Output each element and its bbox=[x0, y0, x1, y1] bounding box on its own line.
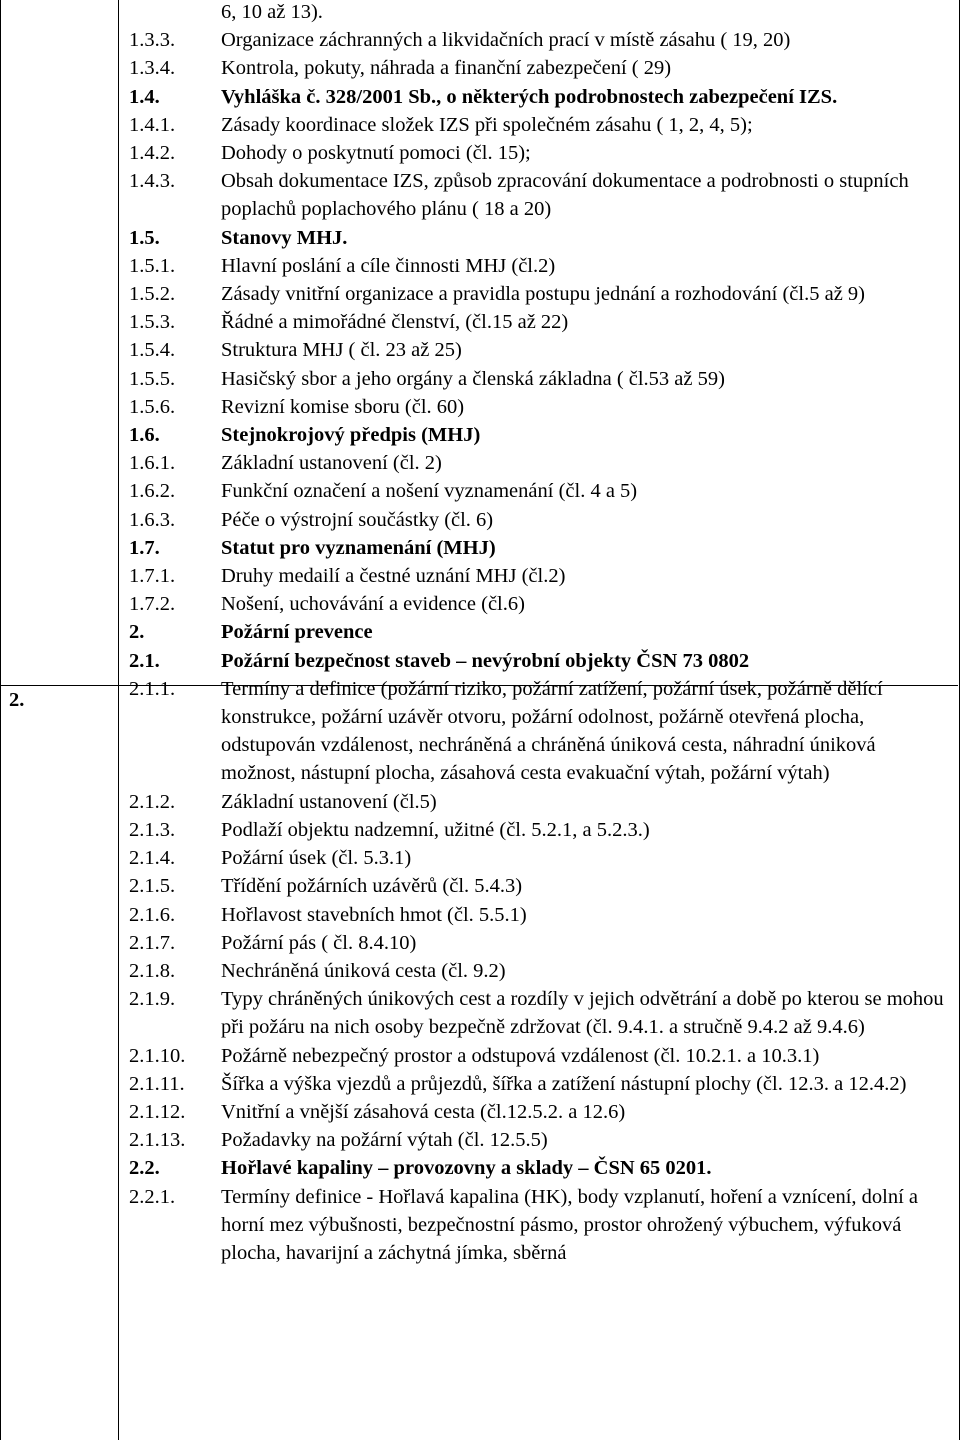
outline-number: 1.5.4. bbox=[129, 339, 176, 362]
outline-text: Obsah dokumentace IZS, způsob zpracování dokumentace a podrobnosti o stupních poplachů poplachového plánu ( 18 a 20) bbox=[221, 170, 909, 221]
outline-row bbox=[0, 336, 958, 364]
outline-row bbox=[0, 224, 958, 252]
outline-text: Požadavky na požární výtah (čl. 12.5.5) bbox=[221, 1129, 548, 1152]
outline-row bbox=[0, 167, 958, 223]
outline-text: Revizní komise sboru (čl. 60) bbox=[221, 395, 465, 418]
outline-text: Hasičský sbor a jeho orgány a členská základna ( čl.53 až 59) bbox=[221, 367, 725, 390]
outline-row bbox=[0, 1154, 958, 1182]
outline-row bbox=[0, 54, 958, 82]
outline-number: 2.2. bbox=[129, 1157, 160, 1180]
outline-text: Požárně nebezpečný prostor a odstupová vzdálenost (čl. 10.2.1. a 10.3.1) bbox=[221, 1044, 820, 1067]
outline-text: Typy chráněných únikových cest a rozdíly v jejich odvětrání a době po kterou se mohou při požáru na nich osoby bezpečně zdržovat (čl. 9.4.1. a stručně 9.4.2 až 9.4.6) bbox=[221, 988, 944, 1039]
outline-number: 1.6.2. bbox=[129, 480, 176, 503]
outline-number: 1.7.1. bbox=[129, 565, 176, 588]
outline-row bbox=[0, 421, 958, 449]
outline-text: Kontrola, pokuty, náhrada a finanční zabezpečení ( 29) bbox=[221, 57, 672, 80]
outline-number: 2.1.4. bbox=[129, 847, 176, 870]
outline-number: 1.6. bbox=[129, 424, 160, 447]
outline-row bbox=[0, 985, 958, 1041]
outline-text: Druhy medailí a čestné uznání MHJ (čl.2) bbox=[221, 565, 566, 588]
outline-number: 1.4.2. bbox=[129, 142, 176, 165]
outline-number: 1.5.1. bbox=[129, 254, 176, 277]
outline-text: Nechráněná úniková cesta (čl. 9.2) bbox=[221, 959, 506, 982]
outline-number: 2.1.10. bbox=[129, 1044, 186, 1067]
outline-text: Zásady koordinace složek IZS při společném zásahu ( 1, 2, 4, 5); bbox=[221, 113, 753, 136]
outline-text: Základní ustanovení (čl. 2) bbox=[221, 452, 442, 475]
outline-row bbox=[0, 139, 958, 167]
outline-number: 2.1.5. bbox=[129, 875, 176, 898]
outline-text: Základní ustanovení (čl.5) bbox=[221, 790, 437, 813]
outline-number bbox=[129, 0, 221, 26]
outline-number: 2.1.8. bbox=[129, 959, 176, 982]
outline-number: 1.6.3. bbox=[129, 508, 176, 531]
outline-number: 1.5.2. bbox=[129, 283, 176, 306]
outline-text: Podlaží objektu nadzemní, užitné (čl. 5.2.1, a 5.2.3.) bbox=[221, 818, 650, 841]
outline-text: Hlavní poslání a cíle činnosti MHJ (čl.2) bbox=[221, 254, 556, 277]
outline-text: Hořlavost stavebních hmot (čl. 5.5.1) bbox=[221, 903, 527, 926]
outline-text: Hořlavé kapaliny – provozovny a sklady – ČSN 65 0201. bbox=[221, 1157, 712, 1180]
outline-row bbox=[0, 1183, 958, 1268]
outline-number: 1.5.6. bbox=[129, 395, 176, 418]
outline-row bbox=[0, 1042, 958, 1070]
outline-text: Stanovy MHJ. bbox=[221, 226, 348, 249]
outline-text: Vnitřní a vnější zásahová cesta (čl.12.5.2. a 12.6) bbox=[221, 1100, 626, 1123]
outline-row bbox=[0, 872, 958, 900]
outline-number: 2.1.9. bbox=[129, 988, 176, 1011]
outline-text: Struktura MHJ ( čl. 23 až 25) bbox=[221, 339, 462, 362]
outline-number: 2.1.1. bbox=[129, 677, 176, 700]
outline-text: Šířka a výška vjezdů a průjezdů, šířka a zatížení nástupní plochy (čl. 12.3. a 12.4.2) bbox=[221, 1072, 907, 1095]
outline-row bbox=[0, 365, 958, 393]
section-number-label: 2. bbox=[9, 689, 25, 711]
outline-text: Termíny definice - Hořlavá kapalina (HK), body vzplanutí, hoření a vznícení, dolní a horní mez výbušnosti, bezpečnostní pásmo, prostor ohrožený výbuchem, výfuková plocha, havarijní a záchytná jímka, sběrná bbox=[221, 1185, 919, 1264]
outline-number: 1.3.3. bbox=[129, 29, 176, 52]
outline-number: 1.7.2. bbox=[129, 593, 176, 616]
outline-text: Termíny a definice (požární riziko, požární zatížení, požární úsek, požárně dělící konstrukce, požární uzávěr otvoru, požární odolnost, požárně otevřená plocha, odstupován vzdálenost, nechráněná a chráněná úniková cesta, náhradní úniková možnost, nástupní plocha, zásahová cesta evakuační výtah, požární výtah) bbox=[221, 677, 883, 785]
outline-number: 2.2.1. bbox=[129, 1185, 176, 1208]
outline-row bbox=[0, 844, 958, 872]
outline-row bbox=[0, 449, 958, 477]
outline-row bbox=[0, 534, 958, 562]
outline-text: Péče o výstrojní součástky (čl. 6) bbox=[221, 508, 494, 531]
outline-text: Vyhláška č. 328/2001 Sb., o některých podrobnostech zabezpečení IZS. bbox=[221, 85, 838, 108]
outline-row bbox=[0, 562, 958, 590]
outline-text: Funkční označení a nošení vyznamenání (čl. 4 a 5) bbox=[221, 480, 638, 503]
outline-row bbox=[0, 1126, 958, 1154]
outline-row bbox=[0, 26, 958, 54]
outline-row bbox=[0, 675, 958, 788]
outline-row bbox=[0, 1098, 958, 1126]
outline-number: 2.1.13. bbox=[129, 1129, 186, 1152]
outline-number: 1.3.4. bbox=[129, 57, 176, 80]
outline-number: 1.5.3. bbox=[129, 311, 176, 334]
outline-row bbox=[0, 618, 958, 646]
outline-number: 2.1.6. bbox=[129, 903, 176, 926]
outline-row bbox=[0, 477, 958, 505]
outline-row bbox=[0, 83, 958, 111]
outline-text: Nošení, uchovávání a evidence (čl.6) bbox=[221, 593, 525, 616]
outline-number: 2.1.12. bbox=[129, 1100, 186, 1123]
outline-text: Požární úsek (čl. 5.3.1) bbox=[221, 847, 412, 870]
outline-row bbox=[0, 929, 958, 957]
outline-number: 1.4.3. bbox=[129, 170, 176, 193]
outline-row bbox=[0, 788, 958, 816]
outline-number: 2.1.7. bbox=[129, 931, 176, 954]
outline-text: Požární pás ( čl. 8.4.10) bbox=[221, 931, 417, 954]
outline-row bbox=[0, 901, 958, 929]
outline-number: 1.4.1. bbox=[129, 113, 176, 136]
outline-text: Požární bezpečnost staveb – nevýrobní objekty ČSN 73 0802 bbox=[221, 649, 750, 672]
outline-row bbox=[0, 308, 958, 336]
outline-text: Organizace záchranných a likvidačních prací v místě zásahu ( 19, 20) bbox=[221, 29, 791, 52]
outline-number: 2.1. bbox=[129, 649, 160, 672]
outline-number: 1.5.5. bbox=[129, 367, 176, 390]
outline-row bbox=[0, 957, 958, 985]
outline-text: Statut pro vyznamenání (MHJ) bbox=[221, 536, 496, 559]
outline-row bbox=[0, 816, 958, 844]
outline-row bbox=[0, 0, 958, 26]
outline-row bbox=[0, 280, 958, 308]
outline-text: Dohody o poskytnutí pomoci (čl. 15); bbox=[221, 142, 531, 165]
outline-row bbox=[0, 1070, 958, 1098]
outline-number: 2. bbox=[129, 621, 145, 644]
outline-text: Řádné a mimořádné členství, (čl.15 až 22) bbox=[221, 311, 569, 334]
outline-text: Třídění požárních uzávěrů (čl. 5.4.3) bbox=[221, 875, 523, 898]
outline-row bbox=[0, 252, 958, 280]
outline-row bbox=[0, 647, 958, 675]
outline-text: Stejnokrojový předpis (MHJ) bbox=[221, 424, 481, 447]
outline-row bbox=[0, 111, 958, 139]
outline-number: 1.4. bbox=[129, 85, 160, 108]
outline-row bbox=[0, 590, 958, 618]
outline-number: 2.1.3. bbox=[129, 818, 176, 841]
outline-number: 1.7. bbox=[129, 536, 160, 559]
outline-text: Požární prevence bbox=[221, 621, 373, 644]
outline-number: 2.1.11. bbox=[129, 1072, 185, 1095]
outline-number: 1.5. bbox=[129, 226, 160, 249]
outline-number: 2.1.2. bbox=[129, 790, 176, 813]
outline-number: 1.6.1. bbox=[129, 452, 176, 475]
outline-text: Zásady vnitřní organizace a pravidla postupu jednání a rozhodování (čl.5 až 9) bbox=[221, 283, 865, 306]
outline-row bbox=[0, 506, 958, 534]
outline-text: 6, 10 až 13). bbox=[221, 1, 323, 23]
outline-row bbox=[0, 393, 958, 421]
